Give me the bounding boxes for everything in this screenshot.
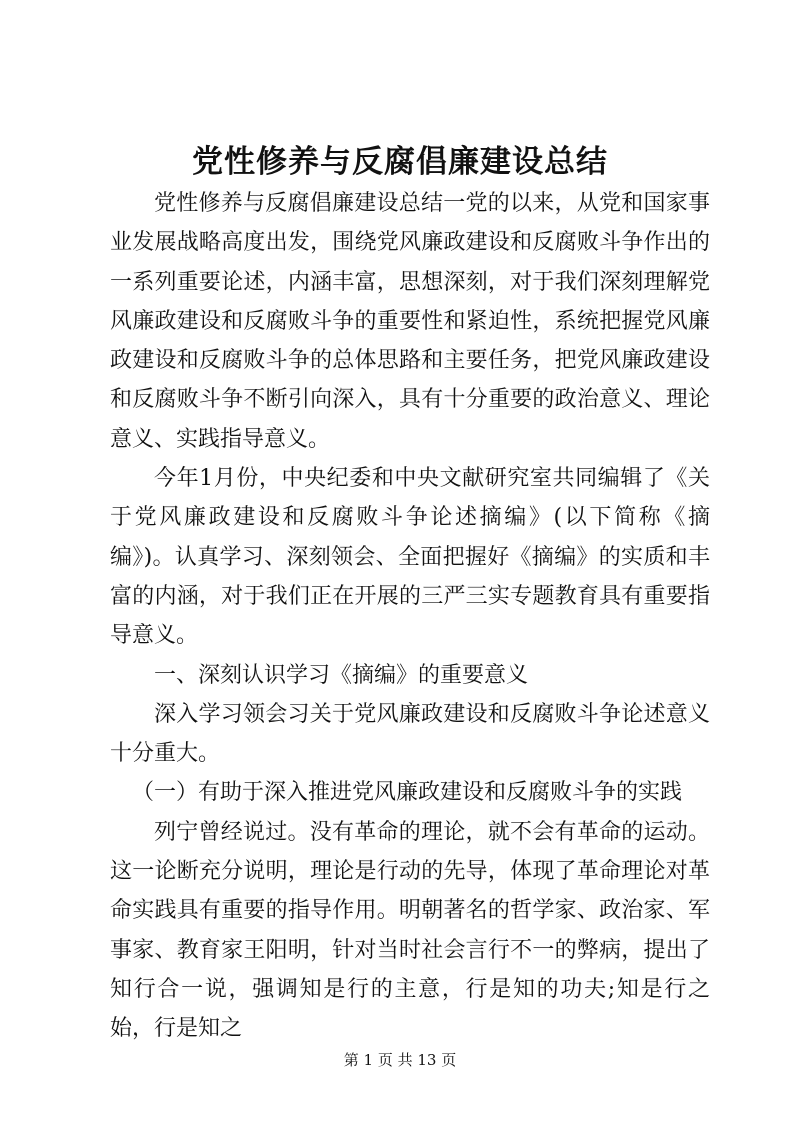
document-title: 党性修养与反腐倡廉建设总结: [192, 144, 608, 180]
paragraph-significance: 深入学习领会习关于党风廉政建设和反腐败斗争论述意义十分重大。: [110, 701, 710, 767]
page-footer: 第 1 页 共 13 页: [343, 1051, 457, 1069]
paragraph-intro: 党性修养与反腐倡廉建设总结一党的以来，从党和国家事业发展战略高度出发，围绕党风廉政建设和反腐败斗争作出的一系列重要论述，内涵丰富，思想深刻，对于我们深刻理解党风廉政建设和反腐败斗争的重要性和紧迫性，系统把握党风廉政建设和反腐败斗争的总体思路和主要任务，把党风廉政建设和反腐败斗争不断引向深入，具有十分重要的政治意义、理论意义、实践指导意义。: [110, 191, 710, 452]
paragraph-lenin: 列宁曾经说过。没有革命的理论，就不会有革命的运动。这一论断充分说明，理论是行动的先导，体现了革命理论对革命实践具有重要的指导作用。明朝著名的哲学家、政治家、军事家、教育家王阳明，针对当时社会言行不一的弊病，提出了知行合一说，强调知是行的主意，行是知的功夫;知是行之始，行是知之: [110, 819, 710, 1042]
subsection-heading-1: （一）有助于深入推进党风廉政建设和反腐败斗争的实践: [132, 780, 683, 806]
paragraph-compilation: 今年1月份，中央纪委和中央文献研究室共同编辑了《关于党风廉政建设和反腐败斗争论述摘编》(以下简称《摘编》)。认真学习、深刻领会、全面把握好《摘编》的实质和丰富的内涵，对于我们正在开展的三严三实专题教育具有重要指导意义。: [110, 466, 710, 649]
section-heading-1: 一、深刻认识学习《摘编》的重要意义: [154, 662, 529, 688]
document-body: [110, 184, 710, 1049]
